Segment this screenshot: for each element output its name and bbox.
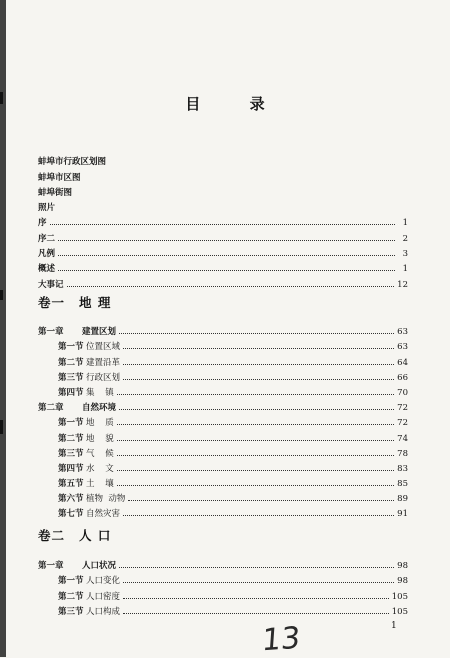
dot-leader [123, 363, 394, 365]
dot-leader [58, 239, 395, 241]
entry-text: 照片 [38, 203, 56, 214]
dot-leader [67, 285, 395, 287]
entry-text: 89 [397, 494, 408, 505]
entry-text: 自然环境 [82, 403, 117, 414]
entry-text: 第二节 [58, 433, 84, 444]
entry-text: 66 [397, 372, 408, 383]
entry-text: 第一章 [38, 327, 64, 338]
entry-text: 序 [38, 218, 47, 229]
section-entry [38, 504, 408, 519]
entry-text: 卷二 [38, 528, 66, 543]
entry-text: 概述 [38, 264, 56, 275]
entry-text: 1 [402, 264, 408, 275]
entry-text: 105 [391, 606, 408, 617]
section-entry [38, 586, 408, 601]
entry-text: 72 [397, 403, 408, 414]
entry-text: 建置沿革 [86, 357, 121, 368]
entry-text: 2 [402, 233, 408, 244]
entry-text: 地 貌 [86, 433, 114, 444]
toc-entry [38, 274, 408, 289]
entry-text: 第七节 [58, 509, 84, 520]
map-entry [38, 167, 408, 182]
entry-text: 72 [397, 418, 408, 429]
entry-text: 第二节 [58, 357, 84, 368]
dot-leader [123, 514, 394, 516]
entry-text: 74 [397, 433, 408, 444]
entry-text: 1 [402, 218, 408, 229]
section-entry [38, 413, 408, 428]
entry-text: 78 [397, 448, 408, 459]
entry-text: 第三节 [58, 372, 84, 383]
entry-text: 98 [397, 561, 408, 572]
section-entry [38, 383, 408, 398]
section-entry [38, 352, 408, 367]
entry-text: 第四节 [58, 387, 84, 398]
dot-leader [117, 454, 394, 456]
entry-text: 91 [397, 509, 408, 520]
dot-leader [128, 499, 394, 501]
entry-text: 83 [397, 463, 408, 474]
dot-leader [123, 581, 394, 583]
entry-text: 大事记 [38, 279, 64, 290]
dot-leader [123, 347, 394, 349]
entry-text: 建置区划 [82, 327, 117, 338]
section-entry [38, 489, 408, 504]
entry-text: 第三节 [58, 448, 84, 459]
entry-text: 70 [397, 387, 408, 398]
dot-leader [123, 378, 394, 380]
dot-leader [119, 408, 394, 410]
volume-heading [38, 293, 111, 311]
chapter-entry [38, 398, 408, 413]
section-entry [38, 571, 408, 586]
entry-text: 第一章 [38, 561, 64, 572]
entry-text: 人口状况 [82, 561, 117, 572]
handwritten-note: 13 [260, 620, 302, 658]
dot-leader [119, 332, 394, 334]
entry-text: 水 文 [86, 463, 114, 474]
entry-text: 3 [402, 249, 408, 260]
entry-text: 蚌埠街图 [38, 187, 73, 198]
dot-leader [117, 439, 394, 441]
section-entry [38, 337, 408, 352]
entry-text: 土 壤 [86, 479, 114, 490]
entry-text: 105 [391, 591, 408, 602]
toc-entry [38, 244, 408, 259]
entry-text: 人口构成 [86, 606, 121, 617]
dot-leader [117, 469, 394, 471]
toc-entry [38, 228, 408, 243]
front-matter [38, 152, 408, 290]
volume-2-contents [38, 556, 408, 617]
entry-text: 第四节 [58, 463, 84, 474]
entry-text: 蚌埠市行政区划图 [38, 157, 107, 168]
entry-text: 第一节 [58, 576, 84, 587]
chapter-entry [38, 322, 408, 337]
entry-text: 12 [397, 279, 408, 290]
map-entry [38, 183, 408, 198]
dot-leader [58, 254, 395, 256]
scan-mark [0, 290, 3, 300]
photo-entry [38, 198, 408, 213]
entry-text: 63 [397, 342, 408, 353]
dot-leader [119, 566, 394, 568]
entry-text: 人 口 [79, 528, 112, 543]
entry-text: 气 候 [86, 448, 114, 459]
entry-text: 集 镇 [86, 387, 114, 398]
dot-leader [117, 423, 394, 425]
dot-leader [117, 393, 394, 395]
entry-text: 人口变化 [86, 576, 121, 587]
entry-text: 85 [397, 479, 408, 490]
map-entry [38, 152, 408, 167]
entry-text: 地 质 [86, 418, 114, 429]
entry-text: 第二章 [38, 403, 64, 414]
entry-text: 63 [397, 327, 408, 338]
volume-1-contents [38, 322, 408, 519]
entry-text: 蚌埠市区图 [38, 172, 81, 183]
entry-text: 第六节 [58, 494, 84, 505]
chapter-entry [38, 556, 408, 571]
entry-text: 第五节 [58, 479, 84, 490]
entry-text: 第一节 [58, 342, 84, 353]
entry-text: 地 理 [79, 295, 112, 310]
section-entry [38, 428, 408, 443]
section-entry [38, 368, 408, 383]
entry-text: 凡例 [38, 249, 56, 260]
entry-text: 人口密度 [86, 591, 121, 602]
dot-leader [123, 597, 389, 599]
toc-entry [38, 213, 408, 228]
entry-text: 植物 动物 [86, 494, 126, 505]
entry-text: 98 [397, 576, 408, 587]
entry-text: 自然灾害 [86, 509, 121, 520]
section-entry [38, 602, 408, 617]
entry-text: 第三节 [58, 606, 84, 617]
page-title: 目 录 [185, 95, 287, 113]
entry-text: 位置区域 [86, 342, 121, 353]
dot-leader [123, 612, 389, 614]
dot-leader [50, 223, 395, 225]
section-entry [38, 459, 408, 474]
toc-entry [38, 259, 408, 274]
page-number: 1 [391, 621, 397, 631]
entry-text: 序二 [38, 233, 56, 244]
entry-text: 64 [397, 357, 408, 368]
volume-heading [38, 526, 111, 544]
entry-text: 第二节 [58, 591, 84, 602]
section-entry [38, 444, 408, 459]
scan-mark [0, 420, 3, 434]
dot-leader [58, 269, 395, 271]
section-entry [38, 474, 408, 489]
entry-text: 第一节 [58, 418, 84, 429]
dot-leader [117, 484, 394, 486]
entry-text: 行政区划 [86, 372, 121, 383]
entry-text: 卷一 [38, 295, 66, 310]
